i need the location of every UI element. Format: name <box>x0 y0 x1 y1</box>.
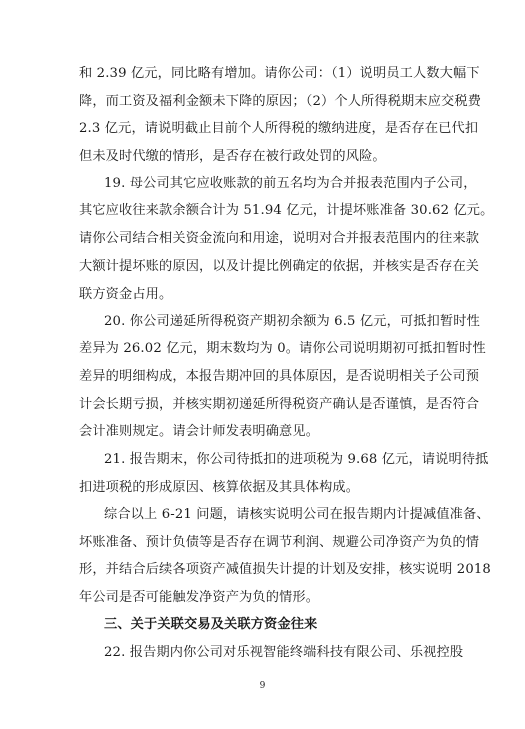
text-line: 请你公司结合相关资金流向和用途，说明对合并报表范围内的往来款 <box>79 231 480 246</box>
text-line: 20. 你公司递延所得税资产期初余额为 6.5 亿元，可抵扣暂时性 <box>104 314 480 329</box>
text-line: 坏账准备、预计负债等是否存在调节利润、规避公司净资产为负的情 <box>79 535 480 550</box>
text-line: 大额计提坏账的原因，以及计提比例确定的依据，并核实是否存在关 <box>79 259 480 274</box>
text-line: 21. 报告期末，你公司待抵扣的进项税为 9.68 亿元，请说明待抵 <box>104 452 489 467</box>
text-line: 其它应收往来款余额合计为 51.94 亿元，计提坏账准备 30.62 亿元。 <box>79 203 494 218</box>
page-number: 9 <box>259 681 266 691</box>
text-line: 年公司是否可能触发净资产为负的情形。 <box>79 590 320 605</box>
section-heading: 三、关于关联交易及关联方资金往来 <box>104 617 318 632</box>
text-line: 19. 母公司其它应收账款的前五名均为合并报表范围内子公司， <box>104 176 477 191</box>
text-line: 降，而工资及福利金额未下降的原因；（2）个人所得税期末应交税费 <box>79 94 482 109</box>
text-line: 会计准则规定。请会计师发表明确意见。 <box>79 424 320 439</box>
text-line: 但未及时代缴的情形，是否存在被行政处罚的风险。 <box>79 149 386 164</box>
text-line: 差异为 26.02 亿元，期末数均为 0。请你公司说明期初可抵扣暂时性 <box>79 341 486 356</box>
text-line: 22. 报告期内你公司对乐视智能终端科技有限公司、乐视控股 <box>104 645 464 660</box>
text-line: 联方资金占用。 <box>79 287 173 302</box>
text-line: 和 2.39 亿元，同比略有增加。请你公司：（1）说明员工人数大幅下 <box>79 66 480 81</box>
text-line: 2.3 亿元，请说明截止目前个人所得税的缴纳进度，是否存在已代扣 <box>79 121 479 136</box>
text-line: 形，并结合后续各项资产减值损失计提的计划及安排，核实说明 2018 <box>79 562 491 577</box>
text-line: 差异的明细构成，本报告期冲回的具体原因，是否说明相关子公司预 <box>79 369 480 384</box>
text-line: 扣进项税的形成原因、核算依据及其具体构成。 <box>79 480 360 495</box>
text-line: 计会长期亏损，并核实期初递延所得税资产确认是否谨慎，是否符合 <box>79 397 480 412</box>
text-line: 综合以上 6-21 问题，请核实说明公司在报告期内计提减值准备、 <box>104 507 490 522</box>
